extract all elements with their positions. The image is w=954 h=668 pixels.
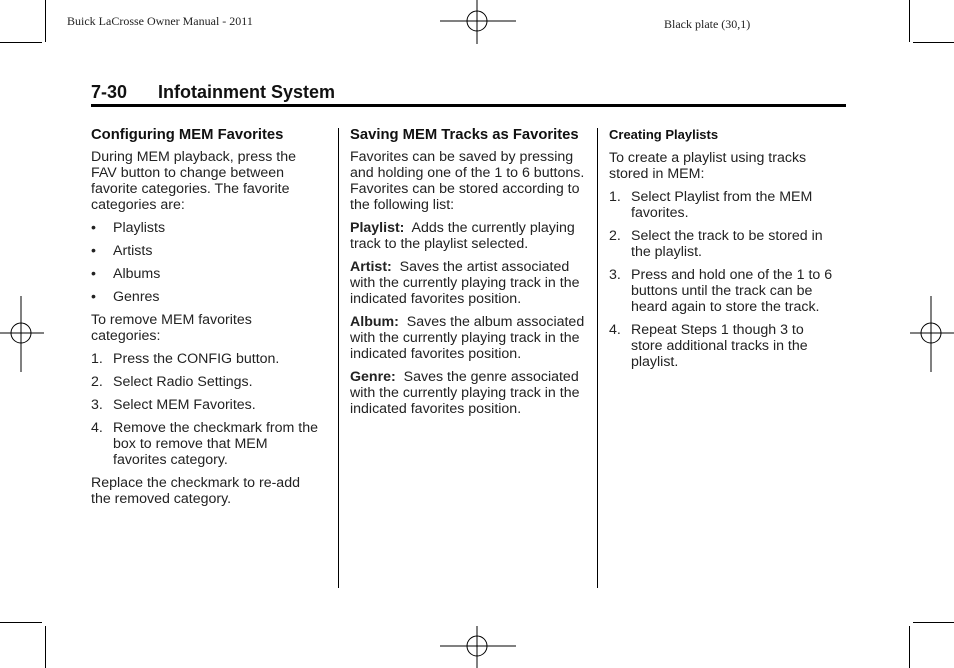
column-divider (338, 128, 339, 588)
list-item-text: Artists (113, 243, 153, 259)
heading-configuring-mem-favorites: Configuring MEM Favorites (91, 127, 284, 143)
favorites-category-list (91, 220, 323, 305)
step-text: Remove the checkmark from the box to remove that MEM favorites category. (113, 420, 319, 468)
paragraph: To remove MEM favorites categories: (91, 312, 252, 344)
list-item (609, 322, 837, 370)
bullet-icon: • (91, 220, 96, 236)
step-text: Select MEM Favorites. (113, 397, 256, 413)
definition-term: Genre: (350, 369, 396, 385)
section-title: Infotainment System (158, 82, 336, 102)
step-number: 1. (609, 189, 621, 205)
step-number: 3. (609, 267, 621, 283)
definition-term: Playlist: (350, 220, 405, 236)
column-3 (609, 127, 837, 377)
step-number: 4. (91, 420, 103, 436)
crop-mark (909, 0, 910, 42)
page-number: 7-30 (91, 82, 128, 102)
list-item (91, 243, 323, 259)
heading-saving-mem-tracks: Saving MEM Tracks as Favorites (350, 127, 579, 143)
definition-item (350, 220, 590, 252)
step-text: Press the CONFIG button. (113, 351, 280, 367)
list-item (91, 289, 323, 305)
step-text: Select Playlist from the MEM favorites. (631, 189, 813, 221)
list-item (91, 420, 323, 468)
list-item-text: Playlists (113, 220, 166, 236)
step-text: Press and hold one of the 1 to 6 buttons until the track can be heard again to store the track. (631, 267, 833, 315)
step-number: 2. (609, 228, 621, 244)
list-item (91, 220, 323, 236)
crop-mark (0, 42, 42, 43)
registration-mark-icon (440, 0, 516, 46)
paragraph: To create a playlist using tracks stored in MEM: (609, 150, 807, 182)
list-item (91, 266, 323, 282)
list-item-text: Albums (113, 266, 161, 282)
crop-mark (0, 622, 42, 623)
column-1 (91, 127, 323, 514)
registration-mark-icon (910, 296, 954, 372)
step-number: 2. (91, 374, 103, 390)
step-text: Select Radio Settings. (113, 374, 253, 390)
paragraph: Replace the checkmark to re-add the removed category. (91, 475, 300, 507)
definition-text: Saves the album associated with the currently playing track in the indicated favorites position. (350, 314, 585, 362)
list-item (609, 189, 837, 221)
crop-mark (45, 626, 46, 668)
list-item (91, 351, 323, 367)
definition-text: Saves the artist associated with the currently playing track in the indicated favorites position. (350, 259, 580, 307)
list-item (91, 374, 323, 390)
registration-mark-icon (0, 296, 44, 372)
registration-mark-icon (440, 624, 516, 668)
crop-mark (913, 622, 954, 623)
manual-title: Buick LaCrosse Owner Manual - 2011 (67, 14, 253, 28)
bullet-icon: • (91, 289, 96, 305)
definition-text: Adds the currently playing track to the playlist selected. (350, 220, 575, 252)
step-number: 4. (609, 322, 621, 338)
crop-mark (45, 0, 46, 42)
definition-item (350, 369, 590, 417)
list-item (91, 397, 323, 413)
step-text: Select the track to be stored in the playlist. (631, 228, 823, 260)
column-2 (350, 127, 590, 424)
step-number: 1. (91, 351, 103, 367)
bullet-icon: • (91, 266, 96, 282)
column-divider (597, 128, 598, 588)
list-item (609, 267, 837, 315)
definition-text: Saves the genre associated with the currently playing track in the indicated favorites position. (350, 369, 580, 417)
playlist-steps-list (609, 189, 837, 370)
page-header-bar (91, 82, 846, 107)
remove-steps-list (91, 351, 323, 468)
list-item-text: Genres (113, 289, 160, 305)
crop-mark (909, 626, 910, 668)
paragraph: During MEM playback, press the FAV button to change between favorite categories. The favorite categories are: (91, 149, 297, 213)
step-number: 3. (91, 397, 103, 413)
heading-creating-playlists: Creating Playlists (609, 127, 719, 142)
definition-term: Artist: (350, 259, 392, 275)
step-text: Repeat Steps 1 though 3 to store additional tracks in the playlist. (631, 322, 808, 370)
paragraph: Favorites can be saved by pressing and holding one of the 1 to 6 buttons. Favorites can be stored according to the following list: (350, 149, 585, 213)
crop-mark (913, 42, 954, 43)
list-item (609, 228, 837, 260)
definition-item (350, 314, 590, 362)
definition-term: Album: (350, 314, 399, 330)
definition-item (350, 259, 590, 307)
plate-label: Black plate (30,1) (664, 17, 751, 31)
bullet-icon: • (91, 243, 96, 259)
